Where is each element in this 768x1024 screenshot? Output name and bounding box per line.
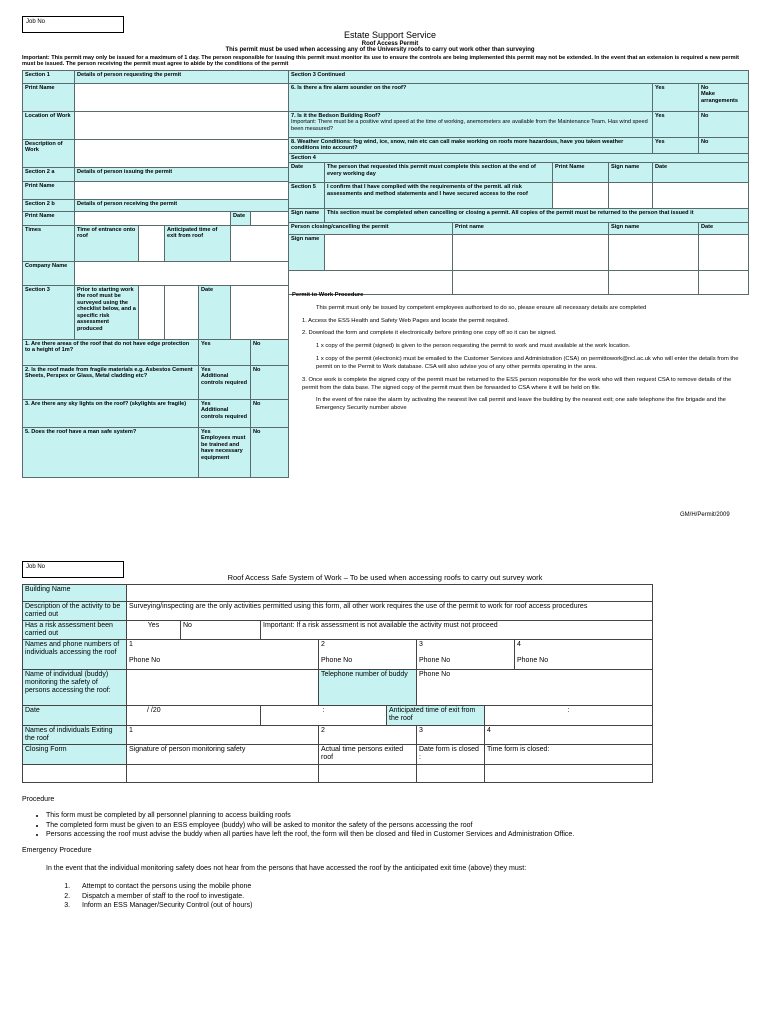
company-name-label: Company Name [23, 262, 75, 286]
q3-yes[interactable] [199, 400, 251, 428]
important-note: Important: This permit may only be issued for a maximum of 1 day. The person responsible for issuing this permit must monitor its use to ensure the controls are being implemented this permit may not be extended. In the event that an extension is required a new permit must be issued. The person receiving the permit must agree to abide by the conditions of the permit [22, 55, 739, 68]
q6-yes[interactable]: Yes [653, 84, 699, 112]
procedure-bullet-3: • Persons accessing the roof must advise the buddy when all parties have left the roof, the form will then be closed and filed in Customer Services and Administration Office. [46, 830, 748, 840]
s4-date-label: Date [289, 163, 325, 183]
q2-yes[interactable] [199, 366, 251, 400]
risk-important: Important: If a risk assessment is not available the activity must not proceed [261, 621, 653, 640]
s3-date-label: Date [199, 286, 231, 340]
emergency-steps [22, 882, 748, 911]
closing-date-label: Date [699, 223, 749, 235]
exiting-2[interactable]: 2 [319, 726, 417, 745]
company-name-field[interactable] [75, 262, 289, 286]
q7-no[interactable]: No [699, 112, 749, 138]
names-phones-label: Names and phone numbers of individuals accessing the roof [23, 640, 127, 670]
date-closed-label: Date form is closed : [417, 745, 485, 765]
person-4-phone: Phone No [517, 657, 549, 665]
q6-no-label: No [701, 85, 709, 91]
question-3: 3. Are there any sky lights on the roof? (skylights are fragile) [23, 400, 199, 428]
procedure-step-2b: 1 x copy of the permit (electronic) must be emailed to the Customer Services and Administration (CSA) on permittowork@ncl.ac.uk who will enter the details from the permit on to the Permit to Work database. CSA will also advise you of any other permits operating in the area. [316, 356, 739, 370]
s1-print-name-field[interactable] [75, 84, 289, 112]
job-no-label: Job No [26, 19, 46, 25]
q8-yes[interactable]: Yes [653, 138, 699, 154]
q5-yes-note: Employees must be trained and have necessary equipment [201, 435, 246, 461]
procedure-bullet-1: • This form must be completed by all personnel planning to access building roofs [46, 811, 748, 821]
section2a-details: Details of person issuing the permit [75, 168, 289, 182]
closing-print-field[interactable] [453, 235, 609, 271]
activity-label: Description of the activity to be carried out [23, 602, 127, 621]
q7-yes[interactable]: Yes [653, 112, 699, 138]
procedure-section [22, 795, 748, 911]
permit-subtitle: Roof Access Permit [361, 41, 419, 47]
question-8: 8. Weather Conditions: fog wind, ice, snow, rain etc can call make working on roofs more hazardous, have you taken weather conditions into account? [289, 138, 653, 154]
s4-date-field[interactable] [653, 183, 749, 209]
buddy-name-field[interactable] [127, 670, 319, 706]
q7-note: Important: There must be a positive wind speed at the time of working, anemometers are available from the Maintenance Team. Has wind speed been measured? [291, 119, 648, 132]
emergency-text: In the event that the individual monitoring safety does not hear from the persons that have accessed the roof by the anticipated exit time (above) they must: [46, 864, 527, 872]
s2b-print-name-field[interactable] [75, 212, 231, 226]
section1-label: Section 1 [23, 71, 75, 84]
times-label: Times [23, 226, 75, 262]
closing-sign-field-2[interactable] [609, 235, 699, 271]
question-2: 2. Is the roof made from fragile materials e.g. Asbestos Cement Sheets, Perspex or Glass, Metal cladding etc? [23, 366, 199, 400]
person-2-phone: Phone No [321, 657, 353, 665]
closing-blank-0 [23, 765, 127, 783]
q2-no[interactable]: No [251, 366, 289, 400]
time-field[interactable]: : [261, 706, 387, 726]
s5b-sign-name-label: Sign name [289, 209, 325, 223]
section4-label: Section 4 [289, 153, 749, 162]
q6-no[interactable] [699, 84, 749, 112]
closing-date-field[interactable] [699, 235, 749, 271]
q2-add-controls: Additional controls required [201, 373, 248, 386]
exiting-label: Names of individuals Exiting the roof [23, 726, 127, 745]
s4-sign-name-field[interactable] [609, 183, 653, 209]
person-3[interactable] [417, 640, 515, 670]
safe-system-title: Roof Access Safe System of Work – To be used when accessing roofs to carry out survey work [227, 573, 543, 582]
building-name-field[interactable] [127, 585, 653, 602]
monitor-signature-label: Signature of person monitoring safety [127, 745, 319, 765]
s1-print-name-label: Print Name [23, 84, 75, 112]
q5-no[interactable]: No [251, 428, 289, 478]
reference-code: GM/H/Permit/2009 [680, 512, 730, 518]
s2b-date-label: Date [231, 212, 251, 226]
permit-right-table [288, 70, 749, 295]
procedure-step-2a: 1 x copy of the permit (signed) is given to the person requesting the permit to work and must available at the work location. [316, 343, 631, 350]
section3-continued: Section 3 Continued [289, 71, 749, 84]
q6-no-note: Make arrangements [701, 91, 738, 104]
section1-details: Details of person requesting the permit [75, 71, 289, 84]
s5-text: I confirm that I have complied with the requirements of the permit. all risk assessments and method statements and I have secured access to the roof [325, 183, 553, 209]
section5-label: Section 5 [289, 183, 325, 209]
exiting-1[interactable]: 1 [127, 726, 319, 745]
building-name-label: Building Name [23, 585, 127, 602]
procedure-fire: In the event of fire raise the alarm by activating the nearest live call permit and leave the building by the nearest exit; one safe telephone the fire brigade and the Emergency Security number above [316, 397, 726, 412]
emergency-heading: Emergency Procedure [22, 847, 92, 855]
closing-sign-field[interactable] [325, 235, 453, 271]
s4-date-label-2: Date [653, 163, 749, 183]
time-entrance-field[interactable] [139, 226, 165, 262]
person-4-number: 4 [517, 641, 521, 649]
location-field[interactable] [75, 112, 289, 140]
section3-prior: Prior to starting work the roof must be surveyed using the checklist below, and a specific risk assessment produced [75, 286, 139, 340]
s3-field-1[interactable] [139, 286, 165, 340]
person-3-phone: Phone No [419, 657, 451, 665]
q8-no[interactable]: No [699, 138, 749, 154]
buddy-label: Name of individual (buddy) monitoring the safety of persons accessing the roof: [23, 670, 127, 706]
location-label: Location of Work [23, 112, 75, 140]
time-closed-label: Time form is closed: [485, 745, 653, 765]
emergency-step-3: 3. Inform an ESS Manager/Security Control (out of hours) [72, 901, 748, 911]
section3-label: Section 3 [23, 286, 75, 340]
job-no-box [22, 16, 124, 33]
q3-add-controls: Additional controls required [201, 407, 248, 420]
s2a-print-name-field[interactable] [75, 182, 289, 200]
buddy-phone-label: Telephone number of buddy [319, 670, 417, 706]
section2b-details: Details of person receiving the permit [75, 200, 289, 212]
exiting-4[interactable]: 4 [485, 726, 653, 745]
s2b-date-field[interactable] [251, 212, 289, 226]
permit-left-table [22, 70, 289, 478]
buddy-phone-no: Phone No [419, 671, 451, 679]
s4-print-name-label: Print Name [553, 163, 609, 183]
closing-print-name-label: Print name [453, 223, 609, 235]
anticipated-exit-field[interactable] [231, 226, 289, 262]
s3-field-2[interactable] [165, 286, 199, 340]
procedure-title: Permit to Work Procedure [292, 292, 364, 298]
person-2-number: 2 [321, 641, 325, 649]
s3-date-field[interactable] [231, 286, 289, 340]
section2a-label: Section 2 a [23, 168, 75, 182]
description-field[interactable] [75, 140, 289, 168]
person-1-number: 1 [129, 641, 133, 649]
procedure-list [22, 811, 748, 840]
q5-yes-label: Yes [201, 429, 211, 435]
q3-no[interactable]: No [251, 400, 289, 428]
exiting-3[interactable]: 3 [417, 726, 485, 745]
section2b-label: Section 2 b [23, 200, 75, 212]
emergency-step-2: 2. Dispatch a member of staff to the roof to investigate. [72, 892, 748, 902]
s2b-print-name-label: Print Name [23, 212, 75, 226]
q1-no[interactable]: No [251, 340, 289, 366]
permit-procedure [292, 292, 742, 418]
risk-no[interactable]: No [181, 621, 261, 640]
q1-yes[interactable]: Yes [199, 340, 251, 366]
person-1-phone: Phone No [129, 657, 161, 665]
person-2[interactable] [319, 640, 417, 670]
procedure-p1: This permit must only be issued by competent employees authorised to do so, please ensure all necessary details are completed [316, 304, 647, 311]
q5-yes[interactable] [199, 428, 251, 478]
s5b-text: This section must be completed when cancelling or closing a permit. All copies of the permit must be returned to the person that issued it [325, 209, 749, 223]
procedure-heading: Procedure [22, 796, 55, 803]
job-no-label-2: Job No [26, 564, 46, 570]
closing-sign-label: Sign name [289, 235, 325, 271]
closing-name-label: Person closing/cancelling the permit [289, 223, 453, 235]
permit-intro: This permit must be used when accessing any of the University roofs to carry out work other than surveying [225, 47, 535, 53]
time-entrance-label: Time of entrance onto roof [75, 226, 139, 262]
date-label: Date [23, 706, 127, 726]
job-no-box-2 [22, 561, 124, 578]
buddy-phone-field[interactable] [417, 670, 653, 706]
activity-value: Surveying/inspecting are the only activities permitted using this form, all other work requires the use of the permit to work for roof access procedures [127, 602, 653, 621]
date-closed-field[interactable] [417, 765, 485, 783]
person-4[interactable] [515, 640, 653, 670]
question-5: 5. Does the roof have a man safe system? [23, 428, 199, 478]
person-3-number: 3 [419, 641, 423, 649]
anticipated-exit-label: Anticipated time of exit from roof [165, 226, 231, 262]
q7-title: 7. Is it the Bedson Building Roof? [291, 113, 381, 119]
page-title: Estate Support Service [343, 30, 437, 40]
risk-yes[interactable]: Yes [127, 621, 181, 640]
closing-sign-name-label: Sign name [609, 223, 699, 235]
question-7 [289, 112, 653, 138]
procedure-step-2: 2. Download the form and complete it electronically before printing one copy off so it can be signed. [302, 330, 557, 337]
closing-form-label: Closing Form [23, 745, 127, 765]
emergency-step-1: 1. Attempt to contact the persons using the mobile phone [72, 882, 748, 892]
procedure-bullet-2: • The completed form must be given to an ESS employee (buddy) who will be asked to monitor the safety of the persons accessing the roof [46, 821, 748, 831]
s4-text: The person that requested this permit must complete this section at the end of every working day [325, 163, 553, 183]
risk-assessment-label: Has a risk assessment been carried out [23, 621, 127, 640]
question-6: 6. Is there a fire alarm sounder on the roof? [289, 84, 653, 112]
person-1[interactable] [127, 640, 319, 670]
q2-yes-label: Yes [201, 367, 211, 373]
procedure-step-1: 1. Access the ESS Health and Safety Web Pages and locate the permit required. [302, 317, 510, 324]
actual-exit-field[interactable] [319, 765, 417, 783]
safe-system-table [22, 584, 653, 783]
monitor-signature-field[interactable] [127, 765, 319, 783]
time-closed-field[interactable] [485, 765, 653, 783]
anticipated-exit-field[interactable]: : [485, 706, 653, 726]
question-1: 1. Are there areas of the roof that do not have edge protection to a height of 1m? [23, 340, 199, 366]
s4-print-name-field[interactable] [553, 183, 609, 209]
description-label: Description of Work [23, 140, 75, 168]
s2a-print-name-label: Print Name [23, 182, 75, 200]
anticipated-exit-label: Anticipated time of exit from the roof [387, 706, 485, 726]
actual-exit-label: Actual time persons exited roof [319, 745, 417, 765]
s4-sign-name-label: Sign name [609, 163, 653, 183]
date-field[interactable]: / /20 [127, 706, 261, 726]
q3-yes-label: Yes [201, 401, 211, 407]
procedure-step-3: 3. Once work is complete the signed copy of the permit must be returned to the ESS person responsible for the work who will then request CSA to remove details of the permit from the data base. The signed copy of the permit must then be forwarded to CSA where it will be held on file. [302, 376, 732, 391]
